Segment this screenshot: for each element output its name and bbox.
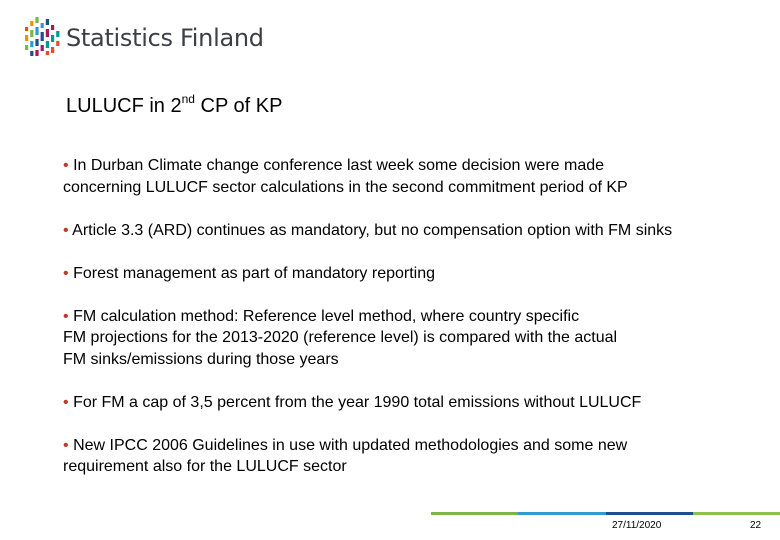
logo-bar-segment <box>51 25 54 30</box>
logo-bar-segment <box>41 45 44 51</box>
bullet-item <box>63 435 768 478</box>
logo-bar-segment <box>51 47 54 53</box>
bullet-text: For FM a cap of 3,5 percent from the year 1990 total emissions without LULUCF <box>73 393 642 411</box>
title-superscript: nd <box>181 92 195 106</box>
logo-bar-segment <box>25 35 28 41</box>
logo-mark-icon <box>24 17 62 61</box>
bullet-item <box>63 220 768 242</box>
logo-bar-segment <box>30 21 33 26</box>
logo-bar-segment <box>46 51 49 55</box>
footer-color-bar <box>431 512 780 515</box>
bullet-marker: • <box>63 393 69 411</box>
bullet-marker: • <box>63 436 69 454</box>
bullet-marker: • <box>63 157 69 174</box>
logo-bar-segment <box>51 35 54 42</box>
logo-text: Statistics Finland <box>66 24 264 52</box>
bullet-text: New IPCC 2006 Guidelines in use with updated methodologies and some new requirement also for the LULUCF sector <box>63 436 628 475</box>
logo-bar-segment <box>30 51 33 56</box>
logo-bar-segment <box>56 31 59 37</box>
logo-bar-segment <box>56 41 59 46</box>
bullet-item <box>63 392 768 414</box>
statistics-finland-logo <box>24 14 62 64</box>
logo-bar-segment <box>35 50 38 56</box>
logo-bar-segment <box>30 30 33 37</box>
logo-bar-segment <box>46 41 49 48</box>
footer-page-number: 22 <box>750 520 762 531</box>
bullet-marker: • <box>63 307 69 325</box>
bullet-marker: • <box>63 221 69 239</box>
logo-bar-segment <box>46 19 49 25</box>
bullet-text: FM calculation method: Reference level method, where country specific FM projections for the 2013-2020 (reference level) is compared with the actual FM sinks/emissions during those years <box>63 307 618 368</box>
logo-bar-segment <box>25 27 28 31</box>
logo-bar-segment <box>35 17 38 23</box>
slide-title <box>66 92 282 118</box>
bullet-text: Forest management as part of mandatory reporting <box>73 264 436 282</box>
footer-bar-segment <box>606 512 693 515</box>
logo-bar-segment <box>41 32 44 41</box>
logo-bar-segment <box>35 39 38 46</box>
title-suffix: CP of KP <box>194 95 283 117</box>
bullet-marker: • <box>63 264 69 282</box>
footer-bar-segment <box>693 512 780 515</box>
title-prefix: LULUCF in 2 <box>66 95 182 117</box>
bullet-list <box>63 155 768 499</box>
footer-date: 27/11/2020 <box>612 520 662 531</box>
bullet-item <box>63 263 768 285</box>
logo-bar-segment <box>35 27 38 35</box>
logo-bar-segment <box>30 41 33 47</box>
bullet-text: In Durban Climate change conference last week some decision were made concerning LULUCF sector calculations in the second commitment period of KP <box>63 157 628 196</box>
logo-bar-segment <box>41 23 44 28</box>
bullet-item <box>63 155 768 198</box>
logo-bar-segment <box>25 45 28 50</box>
bullet-text: Article 3.3 (ARD) continues as mandatory, but no compensation option with FM sinks <box>72 221 673 239</box>
footer-bar-segment <box>518 512 605 515</box>
bullet-item <box>63 306 768 371</box>
logo-bar-segment <box>46 29 49 37</box>
footer-bar-segment <box>431 512 518 515</box>
